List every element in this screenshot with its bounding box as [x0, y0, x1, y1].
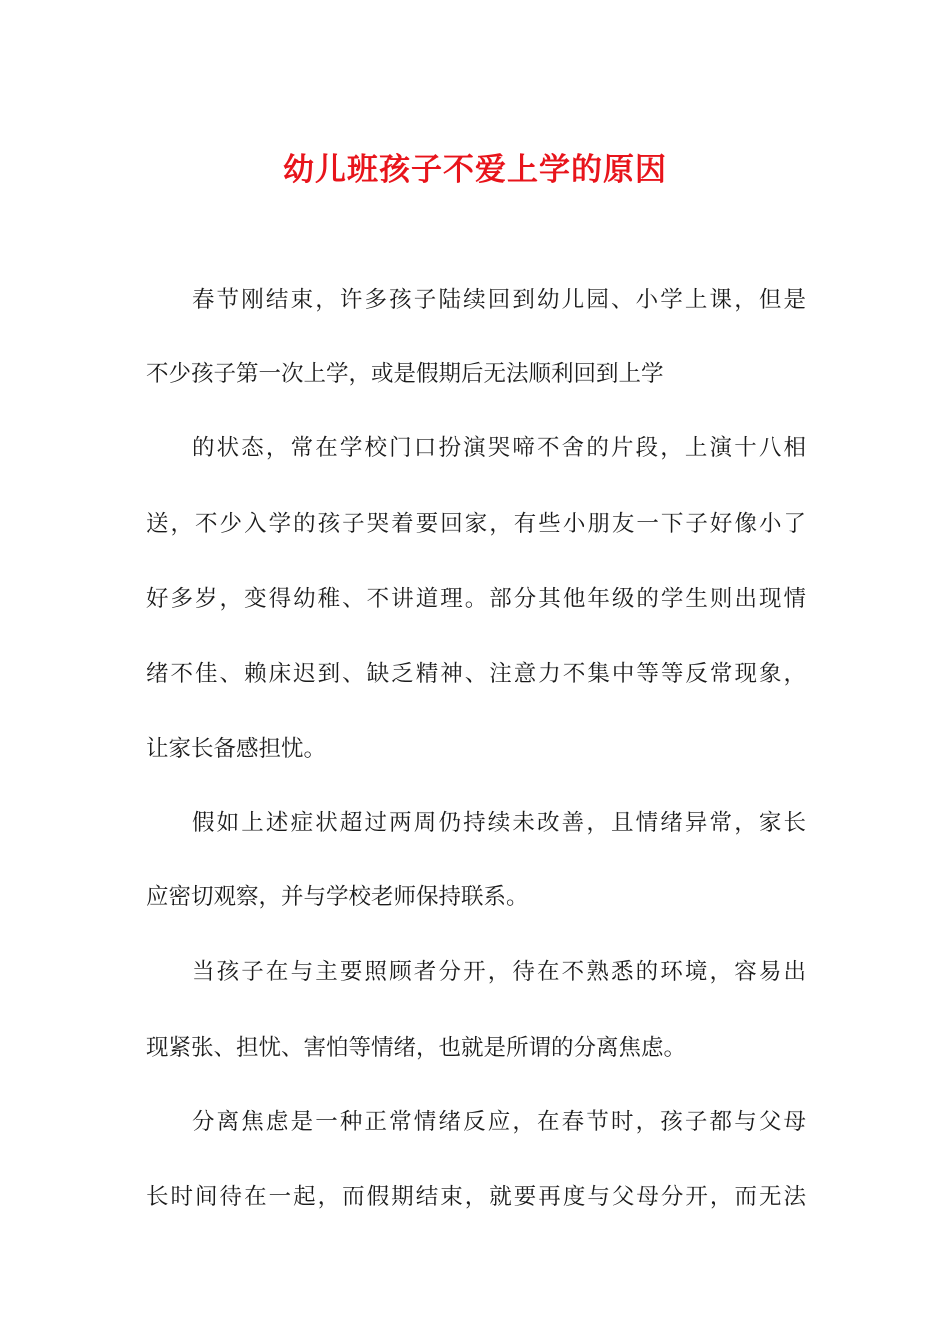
- paragraph-line: 不少孩子第一次上学，或是假期后无法顺利回到上学: [146, 361, 664, 387]
- paragraph-line: 的状态，常在学校门口扮演哭啼不舍的片段，上演十八相: [192, 435, 806, 461]
- paragraph-line: 春节刚结束，许多孩子陆续回到幼儿园、小学上课，但是: [192, 287, 806, 313]
- paragraph-line: 送，不少入学的孩子哭着要回家，有些小朋友一下子好像小了: [146, 511, 806, 537]
- paragraph-line: 现紧张、担忧、害怕等情绪，也就是所谓的分离焦虑。: [146, 1035, 687, 1061]
- paragraph-line: 分离焦虑是一种正常情绪反应，在春节时，孩子都与父母: [192, 1109, 806, 1135]
- document-title: 幼儿班孩子不爱上学的原因: [283, 152, 667, 188]
- paragraph-line: 应密切观察，并与学校老师保持联系。: [146, 884, 529, 910]
- paragraph-line: 绪不佳、赖床迟到、缺乏精神、注意力不集中等等反常现象，: [146, 661, 806, 687]
- paragraph-line: 假如上述症状超过两周仍持续未改善，且情绪异常，家长: [192, 810, 806, 836]
- paragraph-line: 当孩子在与主要照顾者分开，待在不熟悉的环境，容易出: [192, 959, 806, 985]
- paragraph-line: 好多岁，变得幼稚、不讲道理。部分其他年级的学生则出现情: [146, 586, 806, 612]
- paragraph-line: 让家长备感担忧。: [146, 736, 327, 762]
- paragraph-line: 长时间待在一起，而假期结束，就要再度与父母分开，而无法: [146, 1184, 806, 1210]
